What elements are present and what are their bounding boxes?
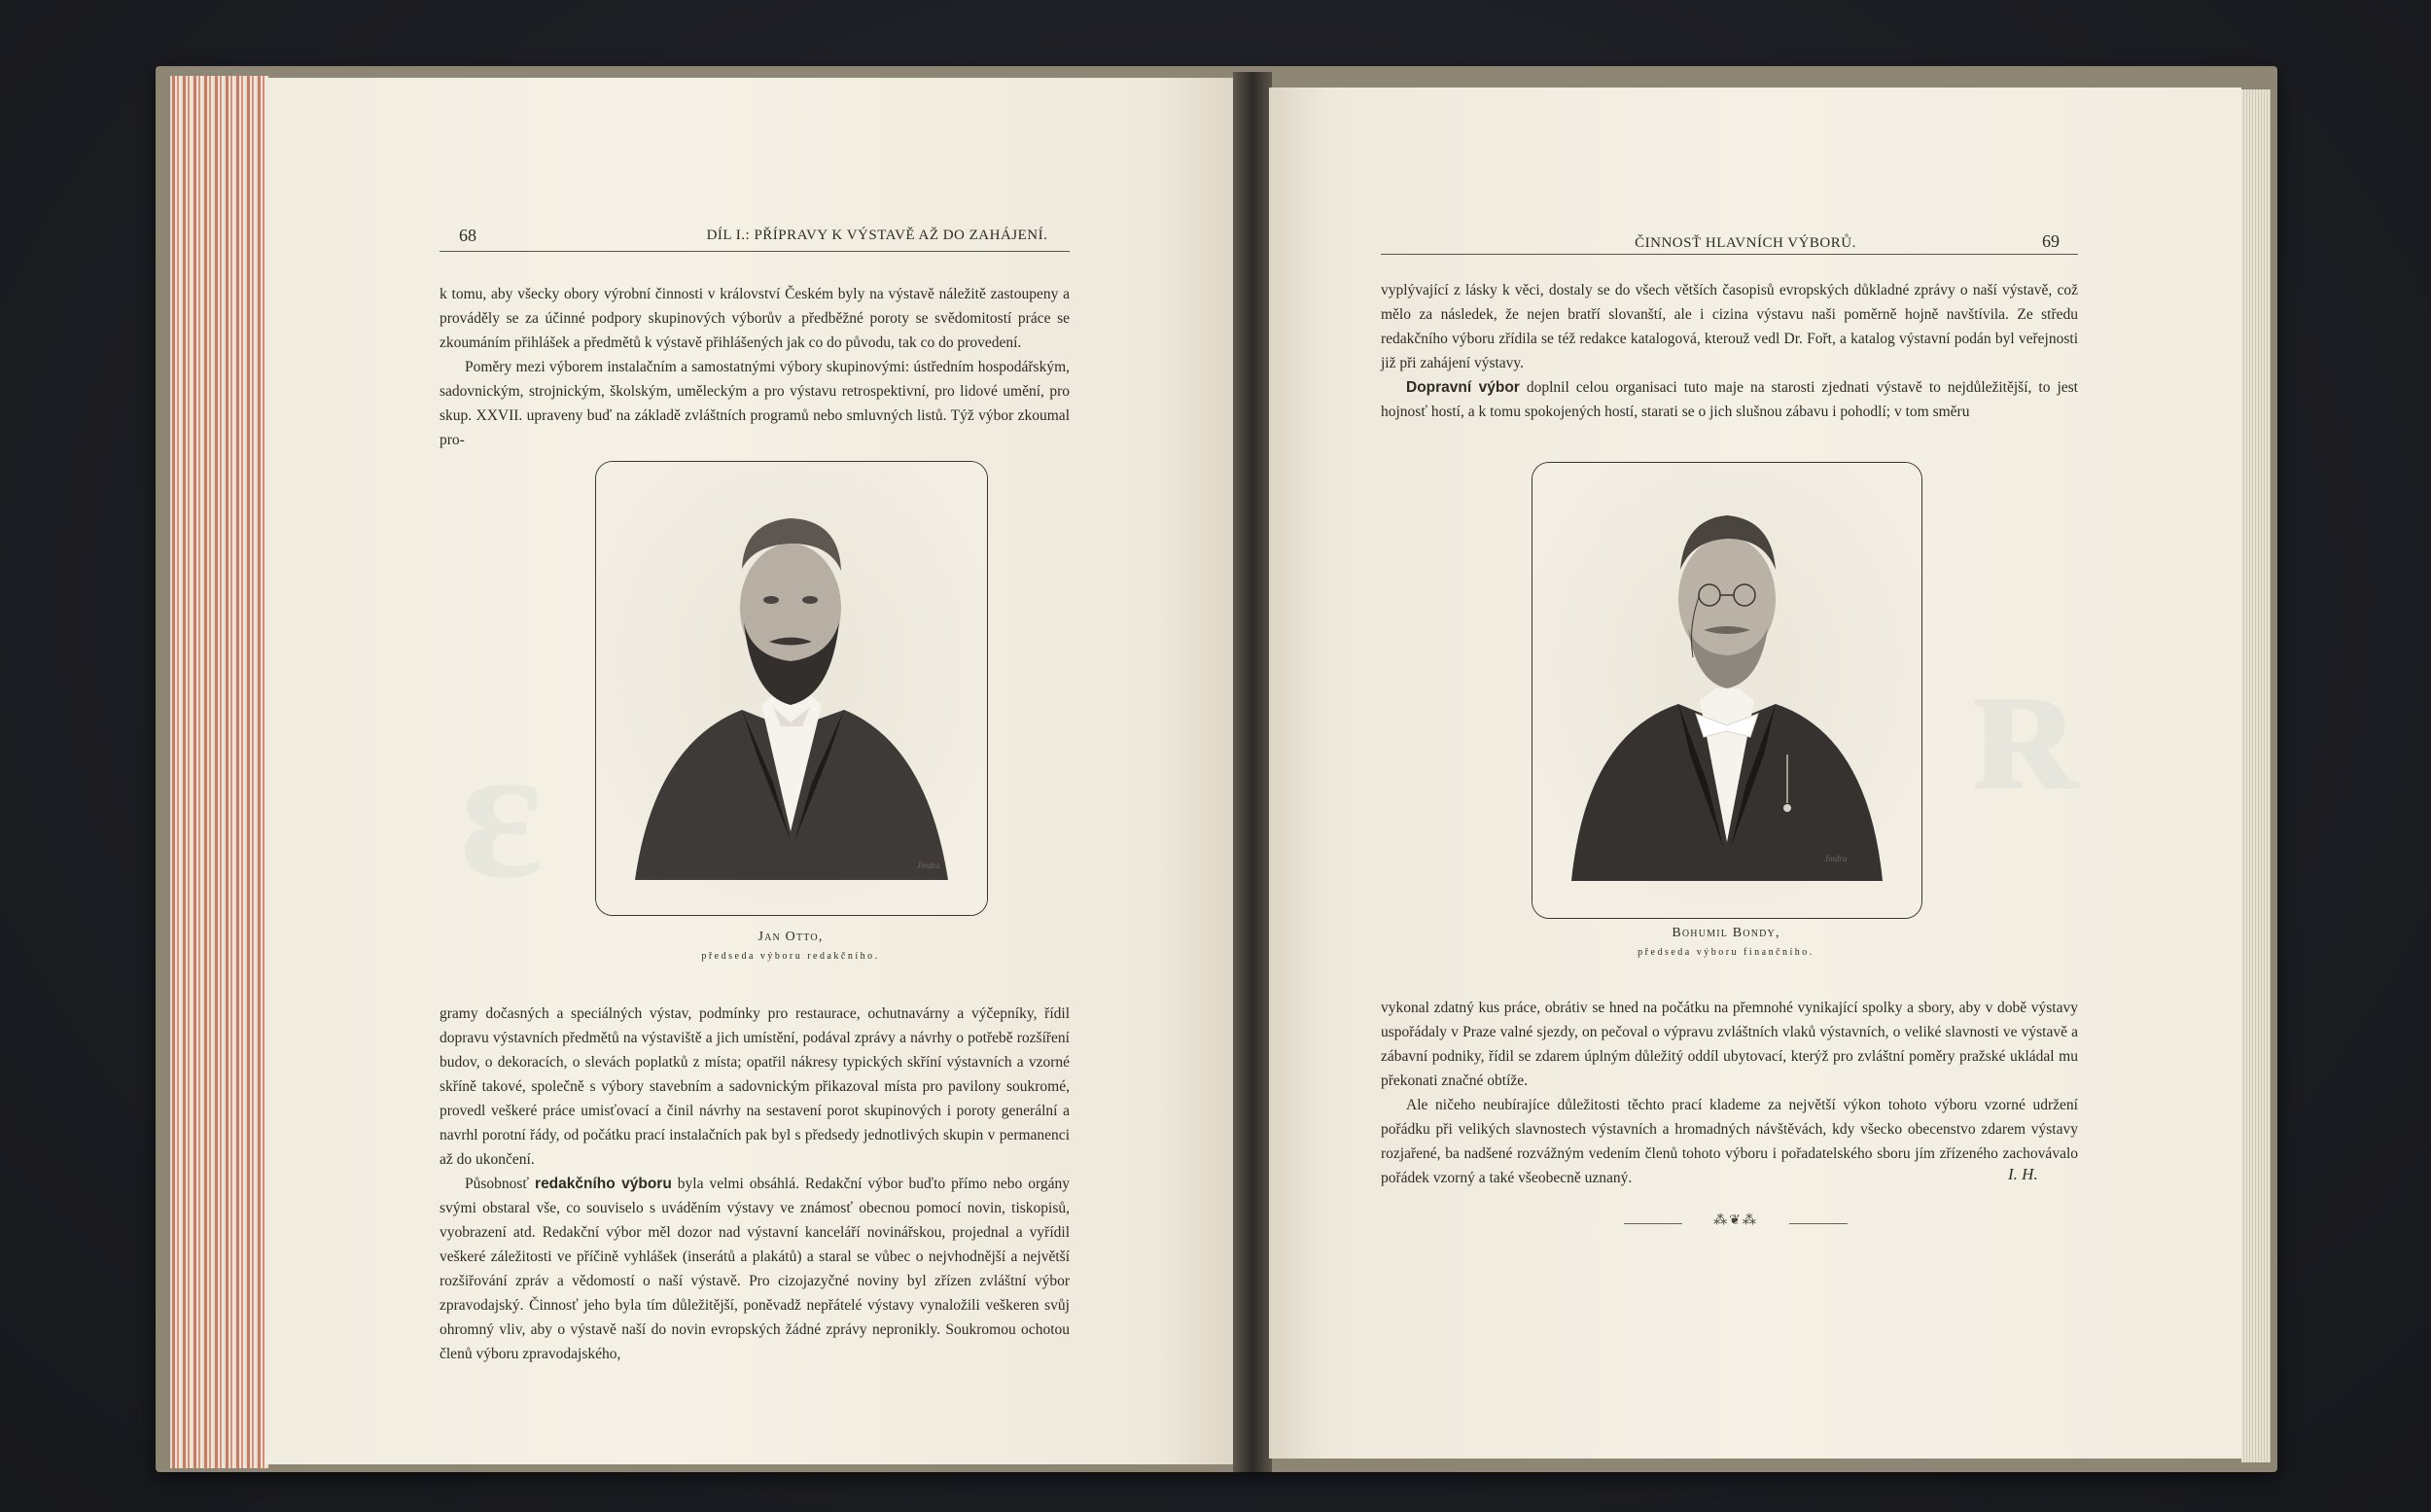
- text-run: Působnosť: [465, 1176, 536, 1192]
- right-page: [1269, 88, 2241, 1459]
- text-run: byla velmi obsáhlá. Redakční výbor buďto přímo nebo orgány svými obstaral vše, co souviselo s uváděním výstavy ve známosť obecnou pomocí novin, tiskopisů, vyobrazení atd. Redakční výbor měl dozor nad výstavní kanceláří novinářskou, projednal a vyřídil veškeré záležitosti ve příčině vyhlášek (inserátů a plakátů) a staral se vůbec o nejvhodnější a největší rozšiřování zpráv a vědomostí o naší výstavě. Pro cizojazyčné noviny byl zřízen zvláštní výbor zpravodajský. Činnosť jeho byla tím důležitější, poněvadž nepřátelé výstavy vynaložili veškeren svůj ohromný vliv, aby o výstavě naší do novin evropských žádné zprávy nepronikly. Soukromou ochotou členů výboru zpravodajského,: [440, 1176, 1070, 1362]
- portrait-caption-name: Jan Otto,: [757, 930, 824, 944]
- portrait-frame-bohumil-bondy: [1532, 462, 1922, 919]
- page-edges-right: [2241, 89, 2271, 1462]
- paragraph: Ale ničeho neubírajíce důležitosti těchto prací klademe za největší výkon tohoto výboru vzorné udržení pořádku při velikých slavnostech výstavních a hromadných návštěvách, kdy všecko obecenstvo zdarem výstavy rozjařené, ba nadšené rozvážným vedením členů tohoto výboru i pořadatelského sboru jím zřízeného zachovávalo pořádek vzorný a také všeobecně uznaný.: [1381, 1097, 2078, 1186]
- page-number-right: 69: [2042, 231, 2060, 251]
- paragraph: gramy dočasných a speciálných výstav, podmínky pro restaurace, ochutnavárny a výčepníky, řídil dopravu výstavních předmětů na výstaviště a jich umístění, podával zprávy a návrhy o potřebě rozšíření budov, o dekoracích, o slevách poplatků z místa; opatřil nákresy typických skříní výstavních a vzorné skříně takové, společně s výbory stavebním a sadovnickým přikazoval místa pro pavilony soukromé, provedl veškeré práce umisťovací a činil návrhy na sestavení porot skupinových i poroty generální a navrhl porotní řády, od počátku prací instalačních pak byl s předsedy jednotlivých skupin v permanenci až do ukončení.: [440, 1005, 1070, 1168]
- left-top-text: [440, 282, 1070, 452]
- left-bottom-text: [440, 1002, 1070, 1366]
- portrait-frame-jan-otto: [595, 461, 988, 916]
- ornament-rule-right: [1789, 1223, 1848, 1224]
- running-head-right: ČINNOSŤ HLAVNÍCH VÝBORŮ.: [1635, 235, 1856, 251]
- page-number-left: 68: [459, 226, 476, 245]
- paragraph: vykonal zdatný kus práce, obrátiv se hned na počátku na přemnohé vynikající spolky a sbory, aby v době výstavy uspořádaly v Praze valné sjezdy, on pečoval o výpravu zvláštních vlaků výstavních, o veliké slavnosti ve výstavě a zábavní podniky, řídil se zdarem úplným důležitý oddíl ubytovací, kterýž pro zvláštní poměry pražské ukládal mu překonati značné obtíže.: [1381, 1000, 2078, 1089]
- portrait-caption-name: Bohumil Bondy,: [1672, 926, 1780, 940]
- right-top-text: [1381, 278, 2078, 424]
- right-bottom-text: [1381, 996, 2078, 1190]
- header-rule-left: [440, 251, 1070, 252]
- page-edges-left: [170, 76, 269, 1468]
- show-through: ʀ: [1969, 616, 2081, 831]
- svg-text:Jindra: Jindra: [917, 861, 940, 870]
- bold-term: redakčního výboru: [535, 1176, 672, 1192]
- header-rule-right: [1381, 254, 2078, 255]
- show-through: ɛ: [459, 704, 543, 919]
- portrait-bohumil-bondy: [1533, 463, 1921, 918]
- paragraph: k tomu, aby všecky obory výrobní činnosti v království Českém byly na výstavě náležitě zastoupeny a prováděly se za účinné podpory skupinových výborův a předběžné poroty se svědomitostí práce se zkoumáním přihlášek a předmětů k výstavě přihlášených jak co do původu, tak co do provedení.: [440, 286, 1070, 351]
- paragraph: [440, 1172, 1070, 1366]
- svg-text:Jindra: Jindra: [1824, 854, 1848, 863]
- portrait-caption-role: předseda výboru finančního.: [1638, 947, 1814, 958]
- paragraph: [1381, 375, 2078, 424]
- portrait-jan-otto: [596, 462, 987, 915]
- bold-term: Dopravní výbor: [1406, 379, 1520, 396]
- ornament-flourish: ⁂❦⁂: [1713, 1213, 1758, 1228]
- author-signature: I. H.: [2008, 1165, 2038, 1183]
- portrait-caption-role: předseda výboru redakčního.: [701, 951, 880, 962]
- ornament-rule-left: [1624, 1223, 1682, 1224]
- left-page: [264, 78, 1235, 1464]
- running-head-left: DÍL I.: PŘÍPRAVY K VÝSTAVĚ AŽ DO ZAHÁJENÍ.: [706, 228, 1048, 243]
- text-run: doplnil celou organisaci tuto maje na starosti zjednati výstavě to nejdůležitější, to jest hojnosť hostí, a k tomu spokojených hostí, starati se o jich slušnou zábavu i pohodlí; v tom směru: [1381, 379, 2078, 420]
- paragraph: Poměry mezi výborem instalačním a samostatnými výbory skupinovými: ústředním hospodářským, sadovnickým, strojnickým, školským, uměleckým a pro výstavu retrospektivní, pro lidové umění, pro skup. XXVII. upraveny buď na základě zvláštních programů nebo smluvných listů. Týž výbor zkoumal pro-: [440, 359, 1070, 448]
- book-gutter: [1233, 72, 1272, 1472]
- paragraph: vyplývající z lásky k věci, dostaly se do všech větších časopisů evropských důkladné zprávy o naší výstavě, což mělo za následek, že nejen bratří slovanští, ale i cizina výstavu naši poměrně hojně navštívila. Ze středu redakčního výboru zřídila se též redakce katalogová, kterouž vedl Dr. Fořt, a katalog výstavní podán byl veřejnosti již při zahájení výstavy.: [1381, 282, 2078, 371]
